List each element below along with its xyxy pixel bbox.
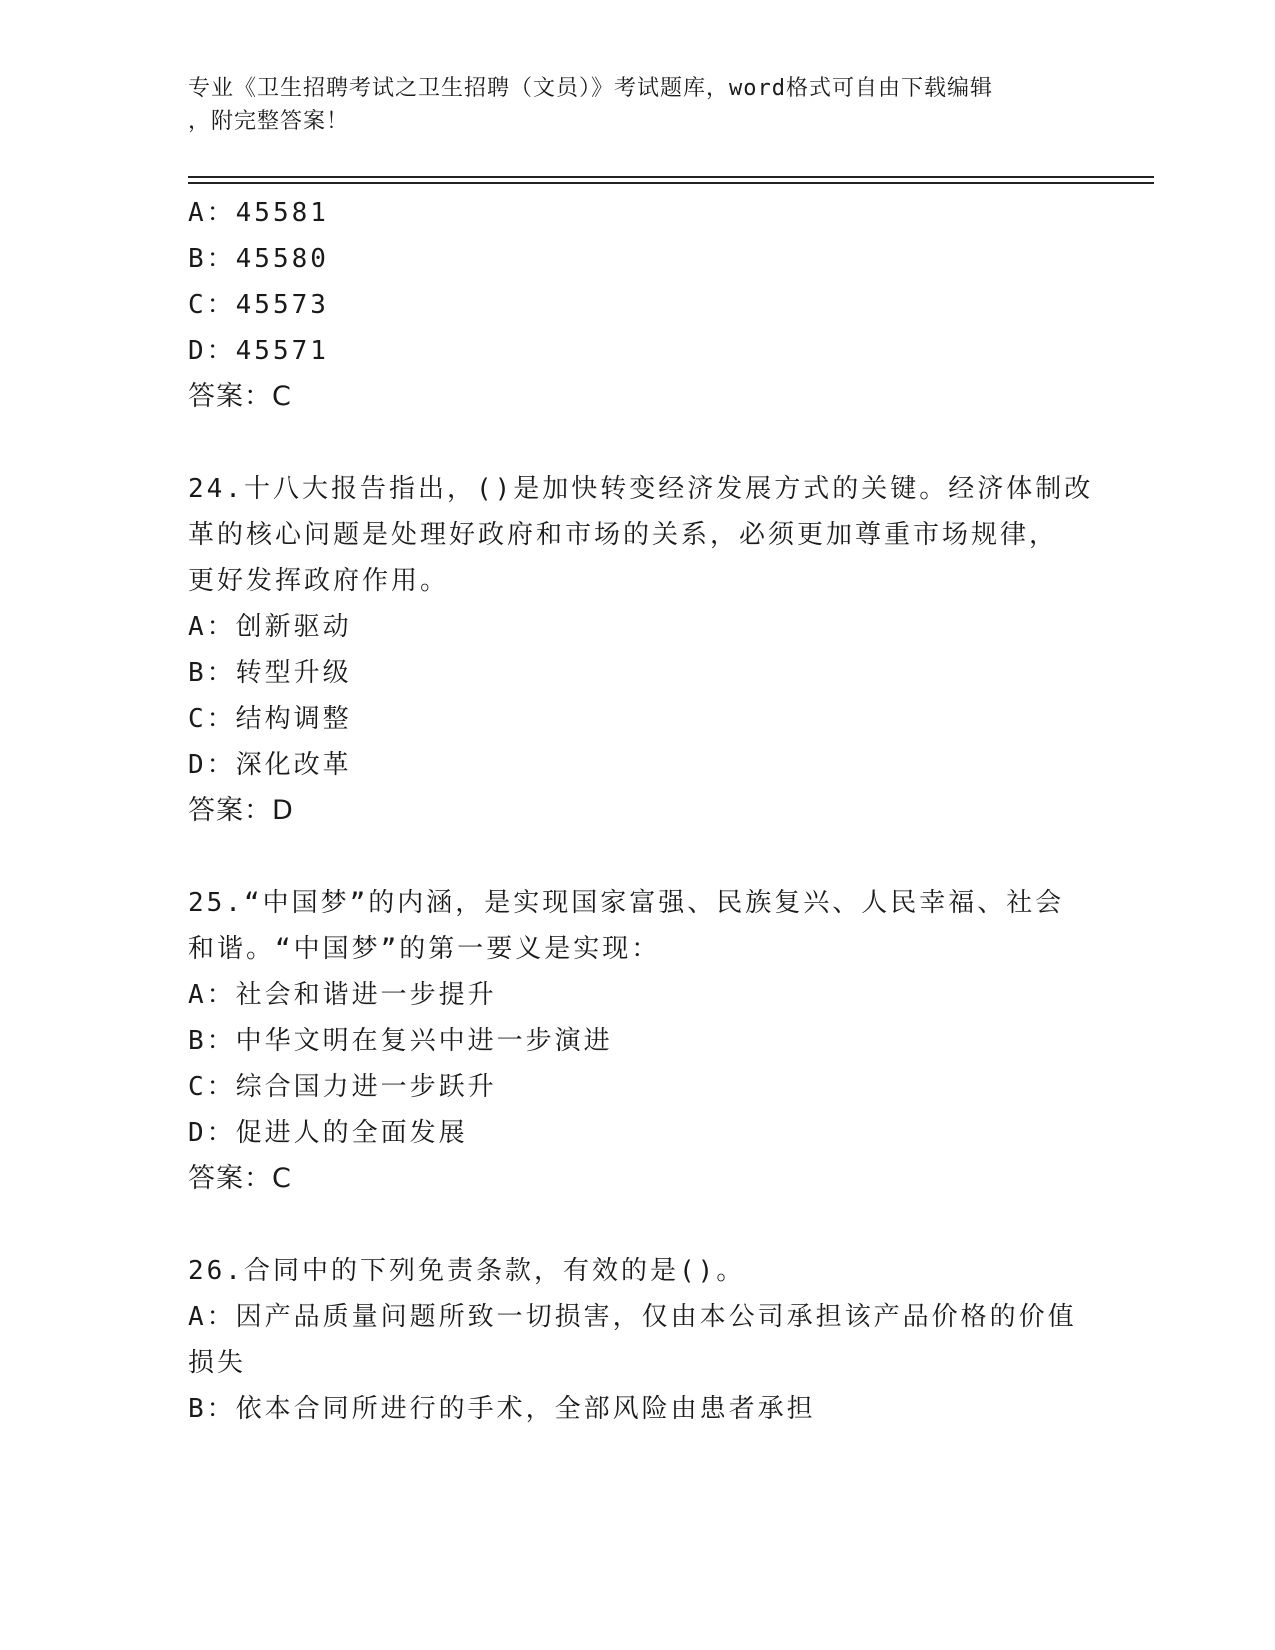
option-a: A：创新驱动: [188, 612, 352, 642]
option-d: D：促进人的全面发展: [188, 1118, 468, 1148]
option-c: C：结构调整: [188, 704, 352, 734]
answer-line: 答案：D: [188, 795, 294, 826]
option-a: A：45581: [188, 198, 329, 228]
question-stem-line: 和谐。“中国梦”的第一要义是实现：: [188, 934, 661, 964]
option-c: C：45573: [188, 290, 329, 320]
option-d: D：45571: [188, 336, 329, 366]
question-26-block: [188, 1248, 1088, 1432]
answer-line: 答案：C: [188, 1163, 292, 1194]
question-stem-line: 革的核心问题是处理好政府和市场的关系，必须更加尊重市场规律，: [188, 520, 1059, 550]
option-c: C：综合国力进一步跃升: [188, 1072, 497, 1102]
header-line-1: 专业《卫生招聘考试之卫生招聘（文员）》考试题库，word格式可自由下载编辑: [188, 76, 993, 101]
question-stem-line: 25.“中国梦”的内涵，是实现国家富强、民族复兴、人民幸福、社会: [188, 888, 1065, 918]
question-23-block: [188, 190, 1088, 420]
question-stem-line: 更好发挥政府作用。: [188, 566, 450, 596]
question-stem-line: 24.十八大报告指出，()是加快转变经济发展方式的关键。经济体制改: [188, 474, 1094, 504]
header-line-2: ，附完整答案！: [188, 109, 350, 134]
option-a: A：社会和谐进一步提升: [188, 980, 497, 1010]
option-a: A：因产品质量问题所致一切损害，仅由本公司承担该产品价格的价值: [188, 1302, 1077, 1332]
option-b: B：转型升级: [188, 658, 352, 688]
document-body: [188, 190, 1094, 1432]
option-b: B：中华文明在复兴中进一步演进: [188, 1026, 613, 1056]
option-b: B：45580: [188, 244, 329, 274]
header-divider-bottom: [188, 182, 1154, 184]
document-header: [188, 72, 1068, 138]
option-b: B：依本合同所进行的手术，全部风险由患者承担: [188, 1394, 816, 1424]
question-stem-line: 26.合同中的下列免责条款，有效的是()。: [188, 1256, 746, 1286]
question-24-block: [188, 466, 1094, 834]
question-25-block: [188, 880, 1088, 1202]
answer-line: 答案：C: [188, 381, 292, 412]
option-d: D：深化改革: [188, 750, 352, 780]
header-divider-top: [188, 176, 1154, 178]
option-a-continued: 损失: [188, 1348, 247, 1378]
